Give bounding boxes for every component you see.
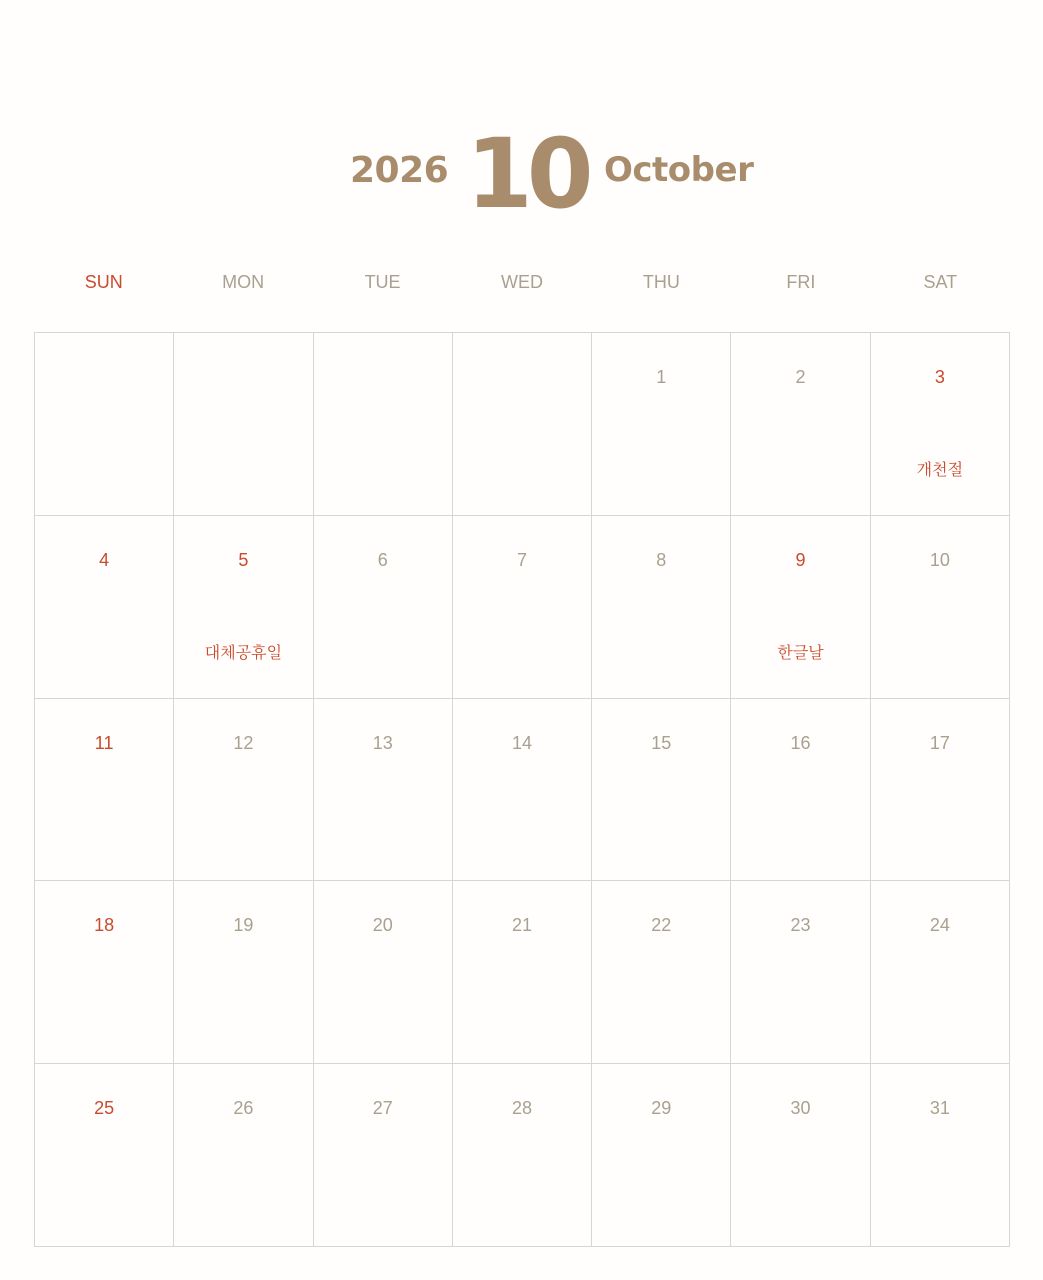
day-cell[interactable] xyxy=(174,881,313,1064)
day-number: 19 xyxy=(233,915,254,936)
day-cell[interactable] xyxy=(453,516,592,699)
day-number: 17 xyxy=(929,732,950,753)
day-number: 29 xyxy=(651,1098,672,1119)
day-number: 26 xyxy=(233,1098,254,1119)
year-label: 2026 xyxy=(350,150,449,191)
day-number: 2 xyxy=(795,367,806,387)
day-number: 18 xyxy=(94,915,115,936)
day-cell[interactable] xyxy=(314,1064,453,1247)
day-cell[interactable] xyxy=(871,1064,1010,1247)
day-cell[interactable] xyxy=(314,881,453,1064)
weekday-thu: THU xyxy=(642,272,680,292)
weekday-tue: TUE xyxy=(364,272,401,292)
day-number: 31 xyxy=(929,1098,950,1119)
day-cell[interactable] xyxy=(453,1064,592,1247)
day-number: 8 xyxy=(656,549,667,570)
day-number: 21 xyxy=(511,915,532,936)
day-cell[interactable] xyxy=(871,333,1010,516)
day-cell[interactable] xyxy=(592,1064,731,1247)
day-number: 24 xyxy=(929,915,950,936)
weekday-sun: SUN xyxy=(84,272,123,292)
day-cell[interactable] xyxy=(871,699,1010,882)
day-cell[interactable] xyxy=(592,881,731,1064)
day-cell[interactable] xyxy=(731,699,870,882)
day-cell[interactable] xyxy=(731,881,870,1064)
day-cell xyxy=(314,333,453,516)
day-number: 12 xyxy=(233,732,254,753)
weekday-sat: SAT xyxy=(923,272,958,292)
month-number: 10 xyxy=(466,118,588,230)
day-cell[interactable] xyxy=(35,1064,174,1247)
day-number: 20 xyxy=(372,915,393,936)
day-number: 3 xyxy=(934,367,945,387)
day-number: 5 xyxy=(238,549,249,570)
day-cell[interactable] xyxy=(174,699,313,882)
day-cell[interactable] xyxy=(731,1064,870,1247)
calendar-grid xyxy=(34,332,1010,1247)
day-cell[interactable] xyxy=(35,699,174,882)
day-cell[interactable] xyxy=(314,699,453,882)
weekday-wed: WED xyxy=(500,272,543,292)
day-number: 14 xyxy=(511,732,532,753)
day-cell[interactable] xyxy=(174,1064,313,1247)
day-cell[interactable] xyxy=(731,516,870,699)
holiday-label: 개천절 xyxy=(916,460,964,479)
day-number: 16 xyxy=(790,732,811,753)
day-cell xyxy=(453,333,592,516)
holiday-label: 한글날 xyxy=(777,642,824,662)
calendar-header xyxy=(0,0,1043,240)
day-number: 30 xyxy=(790,1098,811,1119)
day-number: 10 xyxy=(929,549,950,570)
day-number: 6 xyxy=(377,549,388,570)
day-cell[interactable] xyxy=(871,516,1010,699)
day-number: 25 xyxy=(94,1098,115,1119)
day-cell xyxy=(35,333,174,516)
day-number: 13 xyxy=(372,732,393,753)
day-cell[interactable] xyxy=(453,881,592,1064)
day-number: 28 xyxy=(511,1098,532,1119)
weekday-mon: MON xyxy=(222,272,265,292)
day-cell[interactable] xyxy=(592,333,731,516)
day-cell[interactable] xyxy=(592,699,731,882)
day-number: 27 xyxy=(372,1098,393,1119)
day-number: 4 xyxy=(99,549,110,570)
day-cell[interactable] xyxy=(871,881,1010,1064)
day-cell xyxy=(174,333,313,516)
day-number: 22 xyxy=(651,915,672,936)
month-name: October xyxy=(604,150,754,190)
day-number: 1 xyxy=(656,367,667,387)
day-number: 9 xyxy=(795,549,806,570)
day-number: 23 xyxy=(790,915,811,936)
day-cell[interactable] xyxy=(35,881,174,1064)
day-cell[interactable] xyxy=(731,333,870,516)
day-cell[interactable] xyxy=(314,516,453,699)
day-cell[interactable] xyxy=(35,516,174,699)
day-number: 15 xyxy=(651,732,672,753)
weekday-header-row xyxy=(34,272,1010,298)
day-cell[interactable] xyxy=(453,699,592,882)
day-number: 7 xyxy=(516,549,527,570)
day-number: 11 xyxy=(94,732,114,753)
weekday-fri: FRI xyxy=(786,272,816,292)
day-cell[interactable] xyxy=(592,516,731,699)
day-cell[interactable] xyxy=(174,516,313,699)
holiday-label: 대체공휴일 xyxy=(204,642,283,662)
